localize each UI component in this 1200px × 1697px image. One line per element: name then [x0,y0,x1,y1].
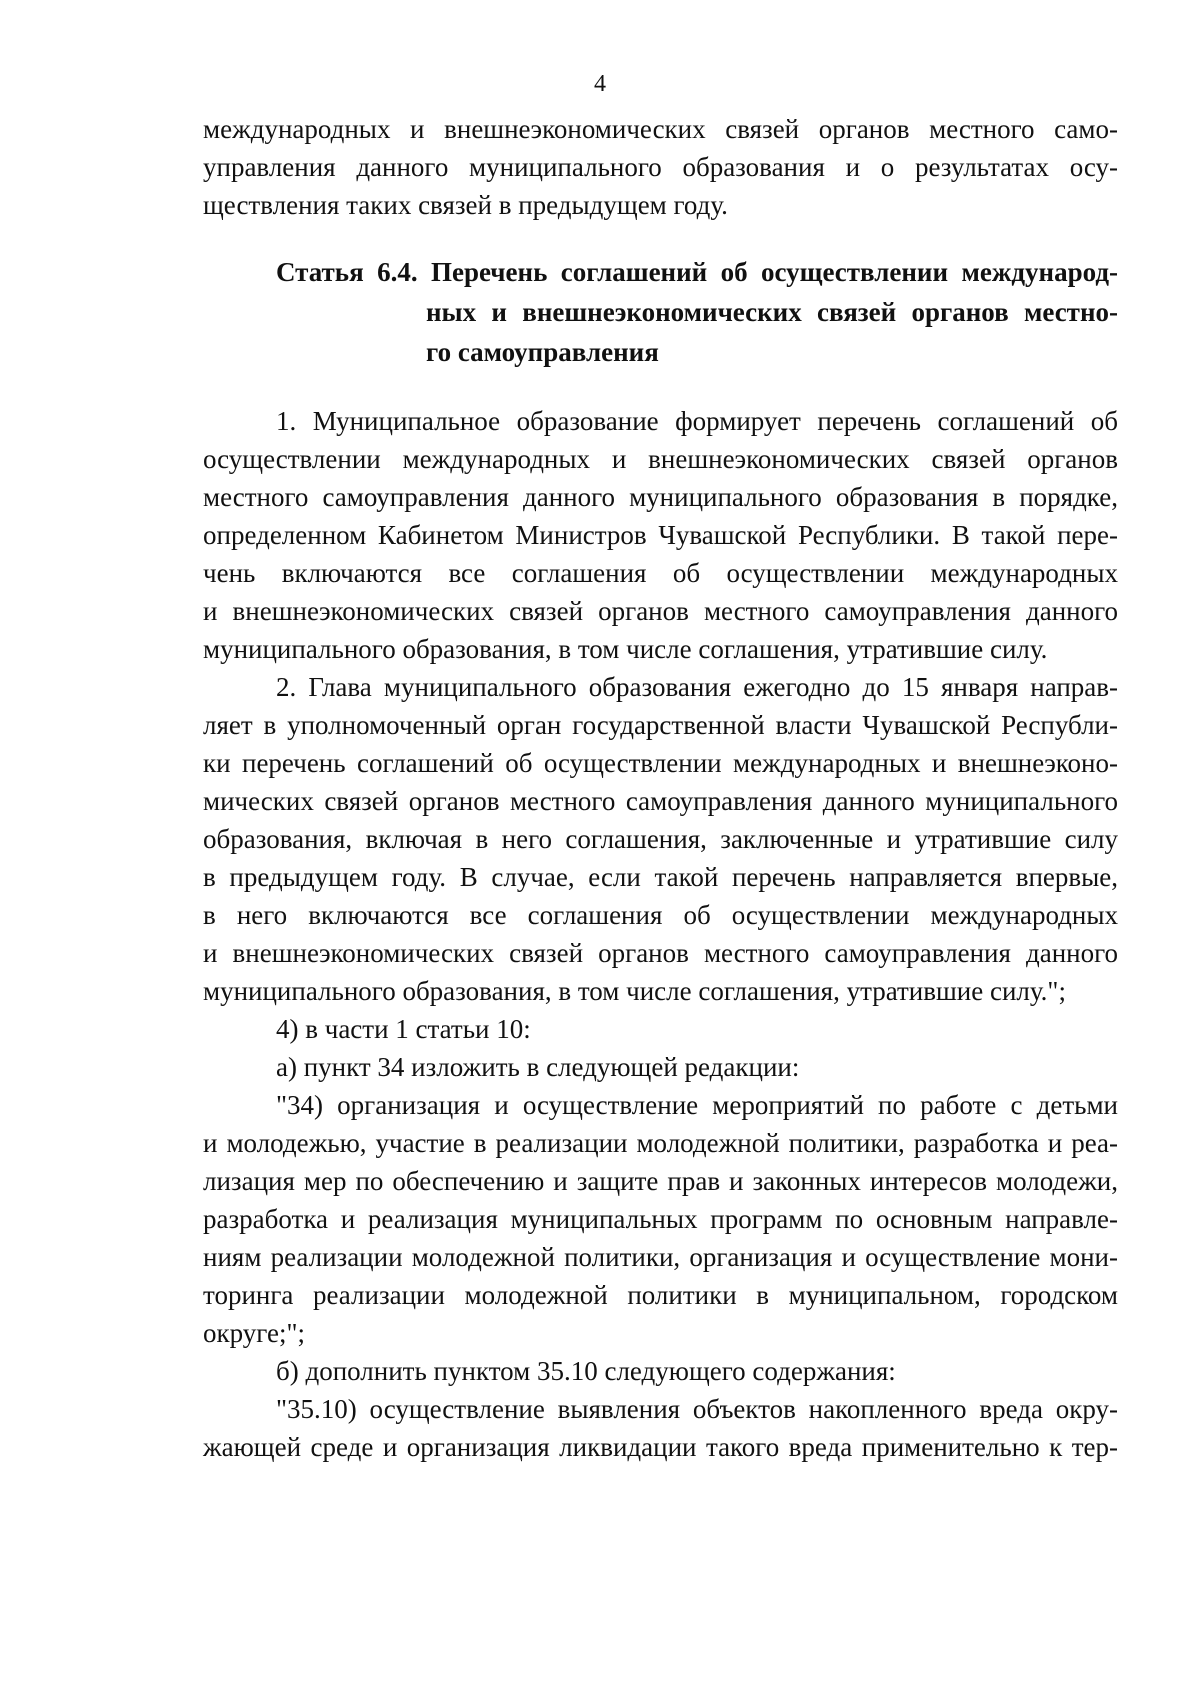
paragraph-line: мических связей органов местного самоуправления данного муниципального [203,786,1118,816]
article-heading: ных и внешнеэкономических связей органов местно- [426,297,1118,327]
paragraph-line: в предыдущем году. В случае, если такой перечень направляется впервые, [203,862,1118,892]
amendment-subitem: б) дополнить пунктом 35.10 следующего содержания: [276,1356,896,1386]
amendment-subitem: а) пункт 34 изложить в следующей редакции: [276,1052,800,1082]
paragraph-line: разработка и реализация муниципальных программ по основным направле- [203,1204,1118,1234]
paragraph-line: "34) организация и осуществление мероприятий по работе с детьми [276,1090,1118,1120]
paragraph-line: определенном Кабинетом Министров Чувашской Республики. В такой пере- [203,520,1118,550]
paragraph-line: осуществлении международных и внешнеэкономических связей органов [203,444,1118,474]
paragraph-line: муниципального образования, в том числе соглашения, утратившие силу."; [203,976,1066,1006]
page-number: 4 [594,71,606,97]
paragraph-line: округе;"; [203,1318,305,1348]
paragraph-line: 1. Муниципальное образование формирует перечень соглашений об [276,406,1118,436]
paragraph-line: торинга реализации молодежной политики в муниципальном, городском [203,1280,1118,1310]
paragraph-line: ки перечень соглашений об осуществлении международных и внешнеэконо- [203,748,1118,778]
paragraph-line: ляет в уполномоченный орган государственной власти Чувашской Республи- [203,710,1118,740]
paragraph-line: муниципального образования, в том числе соглашения, утратившие силу. [203,634,1048,664]
amendment-item: 4) в части 1 статьи 10: [276,1014,531,1044]
paragraph-line: в него включаются все соглашения об осуществлении международных [203,900,1118,930]
paragraph-line: жающей среде и организация ликвидации такого вреда применительно к тер- [203,1432,1118,1462]
paragraph-line: и молодежью, участие в реализации молодежной политики, разработка и реа- [203,1128,1118,1158]
paragraph-line: чень включаются все соглашения об осуществлении международных [203,558,1118,588]
paragraph-line: местного самоуправления данного муниципального образования в порядке, [203,482,1118,512]
paragraph-line: и внешнеэкономических связей органов местного самоуправления данного [203,596,1118,626]
paragraph-line: "35.10) осуществление выявления объектов накопленного вреда окру- [276,1394,1118,1424]
intro-line: ществления таких связей в предыдущем году. [203,190,728,220]
paragraph-line: ниям реализации молодежной политики, организация и осуществление мони- [203,1242,1118,1272]
paragraph-line: 2. Глава муниципального образования ежегодно до 15 января направ- [276,672,1118,702]
paragraph-line: образования, включая в него соглашения, заключенные и утратившие силу [203,824,1118,854]
intro-line: международных и внешнеэкономических связей органов местного само- [203,114,1118,144]
article-heading: го самоуправления [426,337,659,367]
paragraph-line: лизация мер по обеспечению и защите прав и законных интересов молодежи, [203,1166,1118,1196]
article-heading: Статья 6.4. Перечень соглашений об осуществлении международ- [276,257,1118,287]
paragraph-line: и внешнеэкономических связей органов местного самоуправления данного [203,938,1118,968]
intro-line: управления данного муниципального образования и о результатах осу- [203,152,1118,182]
